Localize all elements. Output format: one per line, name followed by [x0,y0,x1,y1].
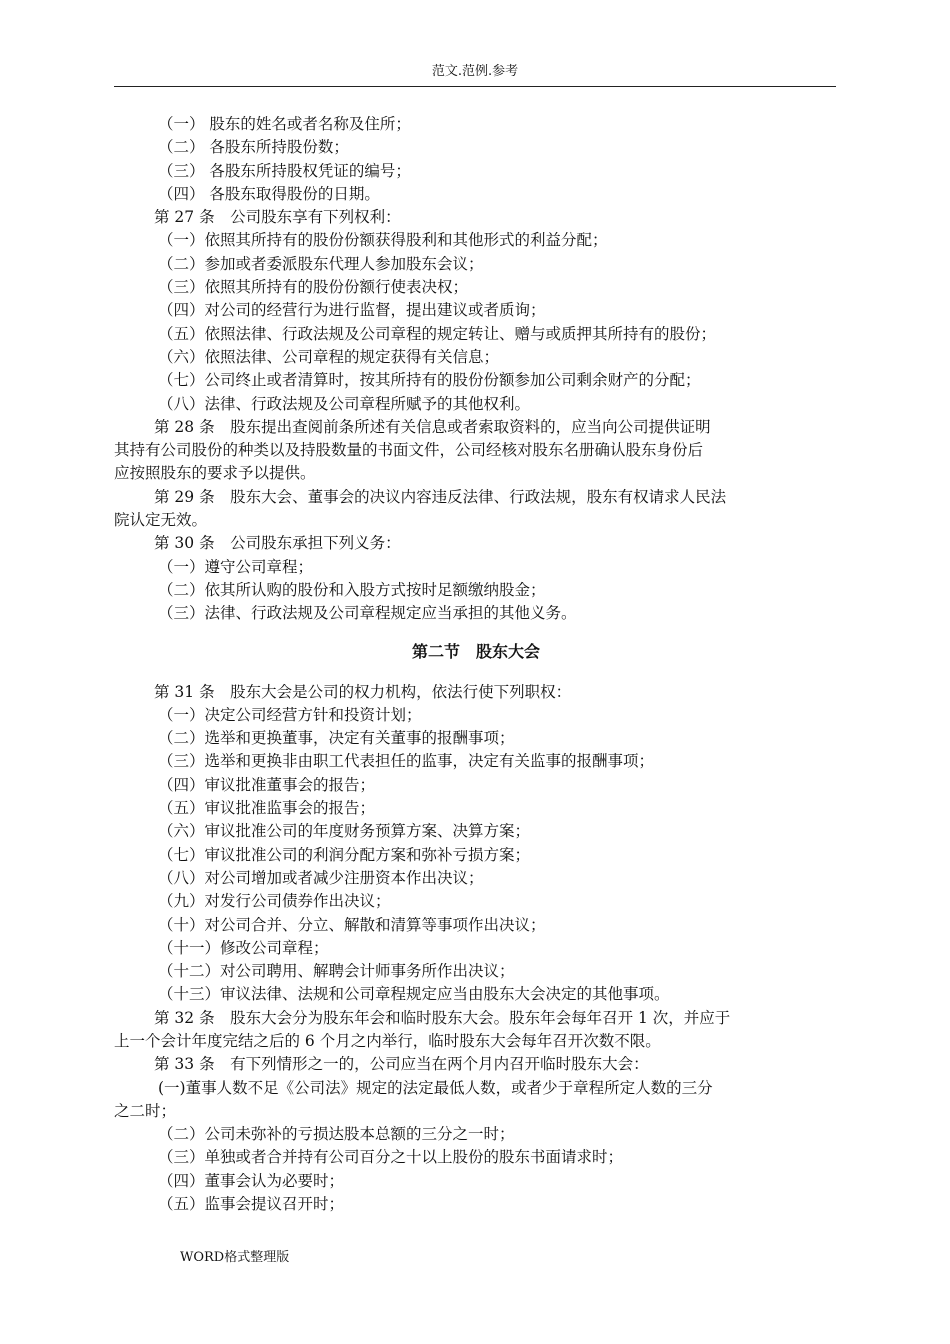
text-line: （五）监事会提议召开时； [158,1195,345,1214]
text-line: （三）依照其所持有的股份份额行使表决权； [158,278,469,297]
text-line: 第 28 条 股东提出查阅前条所述有关信息或者索取资料的，应当向公司提供证明 [154,417,711,436]
text-line: 第 31 条 股东大会是公司的权力机构，依法行使下列职权： [154,682,572,701]
text-line: （三）选举和更换非由职工代表担任的监事，决定有关监事的报酬事项； [158,752,655,771]
text-line: （四）董事会认为必要时； [158,1171,345,1190]
text-line: （八）对公司增加或者减少注册资本作出决议； [158,868,484,887]
text-line: 之二时； [114,1101,177,1120]
text-line: 应按照股东的要求予以提供。 [114,464,316,483]
text-line: （二）选举和更换董事，决定有关董事的报酬事项； [158,729,515,748]
page-header [114,62,836,87]
text-line: （二） 各股东所持股份数； [158,138,349,157]
text-line: 第 32 条 股东大会分为股东年会和临时股东大会。股东年会每年召开 1 次，并应于 [154,1008,731,1027]
document-body [114,113,838,1216]
text-line: （一）遵守公司章程； [158,557,314,576]
text-line: （十一）修改公司章程； [158,938,329,957]
text-line: （十二）对公司聘用、解聘会计师事务所作出决议； [158,962,515,981]
text-line: （七）审议批准公司的利润分配方案和弥补亏损方案； [158,845,531,864]
text-line: 第 29 条 股东大会、董事会的决议内容违反法律、行政法规，股东有权请求人民法 [154,487,727,506]
articles-block-2 [114,681,838,1217]
text-line: （十）对公司合并、分立、解散和清算等事项作出决议； [158,915,546,934]
text-line: （八）法律、行政法规及公司章程所赋予的其他权利。 [158,394,531,413]
text-line: （三）单独或者合并持有公司百分之十以上股份的股东书面请求时； [158,1148,624,1167]
text-line: （四）审议批准董事会的报告； [158,775,376,794]
text-line: （六）审议批准公司的年度财务预算方案、决算方案； [158,822,531,841]
text-line: 第 33 条 有下列情形之一的，公司应当在两个月内召开临时股东大会： [154,1055,649,1074]
text-line: 院认定无效。 [114,511,208,530]
text-line: 其持有公司股份的种类以及持股数量的书面文件，公司经核对股东名册确认股东身份后 [114,441,704,460]
text-line: （五）审议批准监事会的报告； [158,799,376,818]
text-line: （四）对公司的经营行为进行监督，提出建议或者质询； [158,301,546,320]
text-line: （一）决定公司经营方针和投资计划； [158,705,422,724]
text-line: （三） 各股东所持股权凭证的编号； [158,161,411,180]
text-line: （三）法律、行政法规及公司章程规定应当承担的其他义务。 [158,604,577,623]
text-line: 第 27 条 公司股东享有下列权利： [154,208,401,227]
text-line: （一）依照其所持有的股份份额获得股利和其他形式的利益分配； [158,231,608,250]
text-line: （二）公司未弥补的亏损达股本总额的三分之一时； [158,1125,515,1144]
text-line: 上一个会计年度完结之后的 6 个月之内举行，临时股东大会每年召开次数不限。 [114,1031,661,1050]
articles-block-1 [114,113,838,626]
footer-text: WORD格式整理版 [180,1250,290,1265]
section-heading: 第二节 股东大会 [411,641,540,661]
text-line: （十三）审议法律、法规和公司章程规定应当由股东大会决定的其他事项。 [158,985,670,1004]
text-line: (一)董事人数不足《公司法》规定的法定最低人数，或者少于章程所定人数的三分 [158,1078,713,1097]
text-line: （六）依照法律、公司章程的规定获得有关信息； [158,347,500,366]
text-line: （二）参加或者委派股东代理人参加股东会议； [158,254,484,273]
page-footer [180,1246,289,1265]
text-line: （一） 股东的姓名或者名称及住所； [158,115,411,133]
text-line: （四） 各股东取得股份的日期。 [158,184,380,203]
text-line: （五）依照法律、行政法规及公司章程的规定转让、赠与或质押其所持有的股份； [158,324,717,343]
text-line: （二）依其所认购的股份和入股方式按时足额缴纳股金； [158,580,546,599]
text-line: 第 30 条 公司股东承担下列义务： [154,534,401,553]
text-line: （七）公司终止或者清算时，按其所持有的股份份额参加公司剩余财产的分配； [158,371,701,390]
header-text: 范文.范例.参考 [431,64,519,79]
text-line: （九）对发行公司债券作出决议； [158,892,391,911]
